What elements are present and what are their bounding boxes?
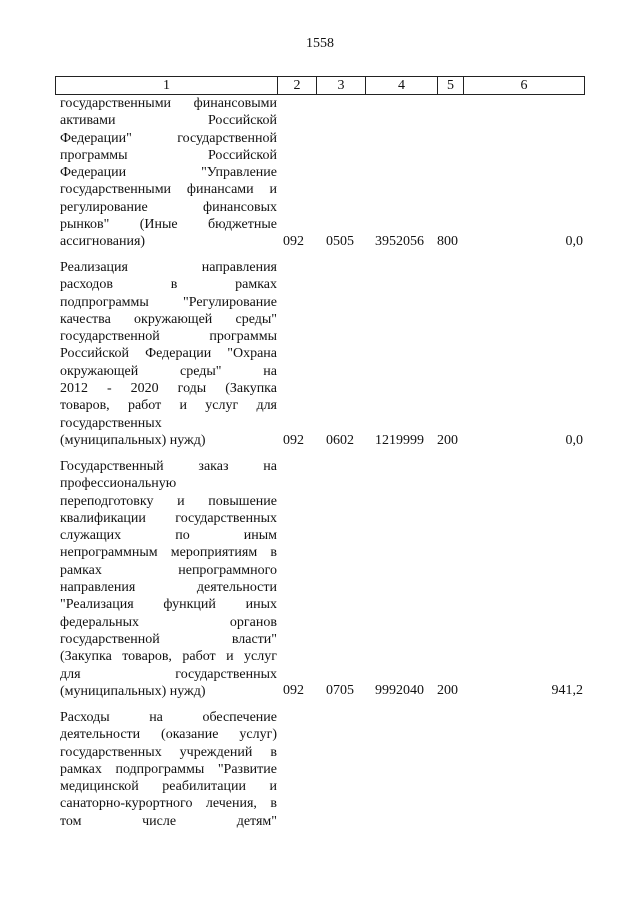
cell-col-2: 092 bbox=[283, 234, 304, 249]
row-description bbox=[60, 259, 277, 449]
description-line: государственными финансовыми bbox=[60, 96, 277, 111]
description-line: федеральных органов bbox=[60, 614, 277, 630]
description-line: служащих по иным bbox=[60, 528, 277, 544]
description-line: Федерации" государственной bbox=[60, 130, 277, 146]
row-description bbox=[60, 709, 277, 830]
description-line: товаров, работ и услуг для bbox=[60, 398, 277, 414]
cell-col-3: 0705 bbox=[326, 683, 354, 698]
description-line: активами Российской bbox=[60, 113, 277, 129]
page-number: 1558 bbox=[306, 36, 334, 51]
row-description bbox=[60, 458, 277, 700]
cell-col-2: 092 bbox=[283, 683, 304, 698]
cell-col-3: 0505 bbox=[326, 234, 354, 249]
description-line: медицинской реабилитации и bbox=[60, 779, 277, 795]
description-line: санаторно-курортного лечения, в bbox=[60, 796, 277, 812]
header-col-1: 1 bbox=[55, 77, 277, 94]
description-line: рамках подпрограммы "Развитие bbox=[60, 761, 277, 777]
description-line: (Закупка товаров, работ и услуг bbox=[60, 649, 277, 665]
description-line: том числе детям" bbox=[60, 813, 277, 829]
description-line: рамках непрограммного bbox=[60, 562, 277, 578]
cell-col-5: 200 bbox=[437, 683, 458, 698]
header-col-2: 2 bbox=[277, 77, 316, 94]
header-col-3: 3 bbox=[316, 77, 365, 94]
description-line: государственных bbox=[60, 415, 162, 431]
description-line: Федерации "Управление bbox=[60, 165, 277, 181]
header-col-6: 6 bbox=[463, 77, 585, 94]
cell-col-5: 200 bbox=[437, 433, 458, 448]
cell-col-6: 0,0 bbox=[565, 433, 583, 448]
description-line: рынков" (Иные бюджетные bbox=[60, 217, 277, 233]
cell-col-6: 0,0 bbox=[565, 234, 583, 249]
description-line: расходов в рамках bbox=[60, 277, 277, 293]
header-col-5: 5 bbox=[437, 77, 463, 94]
description-line: государственными финансами и bbox=[60, 182, 277, 198]
cell-col-4: 9992040 bbox=[375, 683, 424, 698]
cell-col-4: 3952056 bbox=[375, 234, 424, 249]
description-line: государственных учреждений в bbox=[60, 744, 277, 760]
description-line: профессиональную bbox=[60, 476, 177, 492]
description-line: программы Российской bbox=[60, 147, 277, 163]
description-line: 2012 - 2020 годы (Закупка bbox=[60, 381, 277, 397]
description-line: (муниципальных) нужд) bbox=[60, 432, 206, 448]
description-line: регулирование финансовых bbox=[60, 199, 277, 215]
description-line: государственной власти" bbox=[60, 631, 277, 647]
description-line: "Реализация функций иных bbox=[60, 597, 277, 613]
description-line: качества окружающей среды" bbox=[60, 311, 277, 327]
description-line: государственной программы bbox=[60, 329, 277, 345]
cell-col-2: 092 bbox=[283, 433, 304, 448]
description-line: для государственных bbox=[60, 666, 277, 682]
description-line: Государственный заказ на bbox=[60, 459, 277, 474]
description-line: подпрограммы "Регулирование bbox=[60, 294, 277, 310]
description-line: квалификации государственных bbox=[60, 510, 277, 526]
description-line: ассигнования) bbox=[60, 234, 146, 250]
description-line: Расходы на обеспечение bbox=[60, 710, 277, 725]
row-description bbox=[60, 95, 277, 251]
description-line: переподготовку и повышение bbox=[60, 493, 277, 509]
cell-col-6: 941,2 bbox=[551, 683, 583, 698]
description-line: направления деятельности bbox=[60, 580, 277, 596]
description-line: окружающей среды" на bbox=[60, 363, 277, 379]
description-line: непрограммным мероприятиям в bbox=[60, 545, 277, 561]
description-line: деятельности (оказание услуг) bbox=[60, 727, 277, 743]
cell-col-3: 0602 bbox=[326, 433, 354, 448]
cell-col-4: 1219999 bbox=[375, 433, 424, 448]
description-line: (муниципальных) нужд) bbox=[60, 683, 206, 699]
description-line: Российской Федерации "Охрана bbox=[60, 346, 277, 362]
description-line: Реализация направления bbox=[60, 260, 277, 275]
table-header bbox=[55, 76, 585, 95]
header-col-4: 4 bbox=[365, 77, 437, 94]
cell-col-5: 800 bbox=[437, 234, 458, 249]
